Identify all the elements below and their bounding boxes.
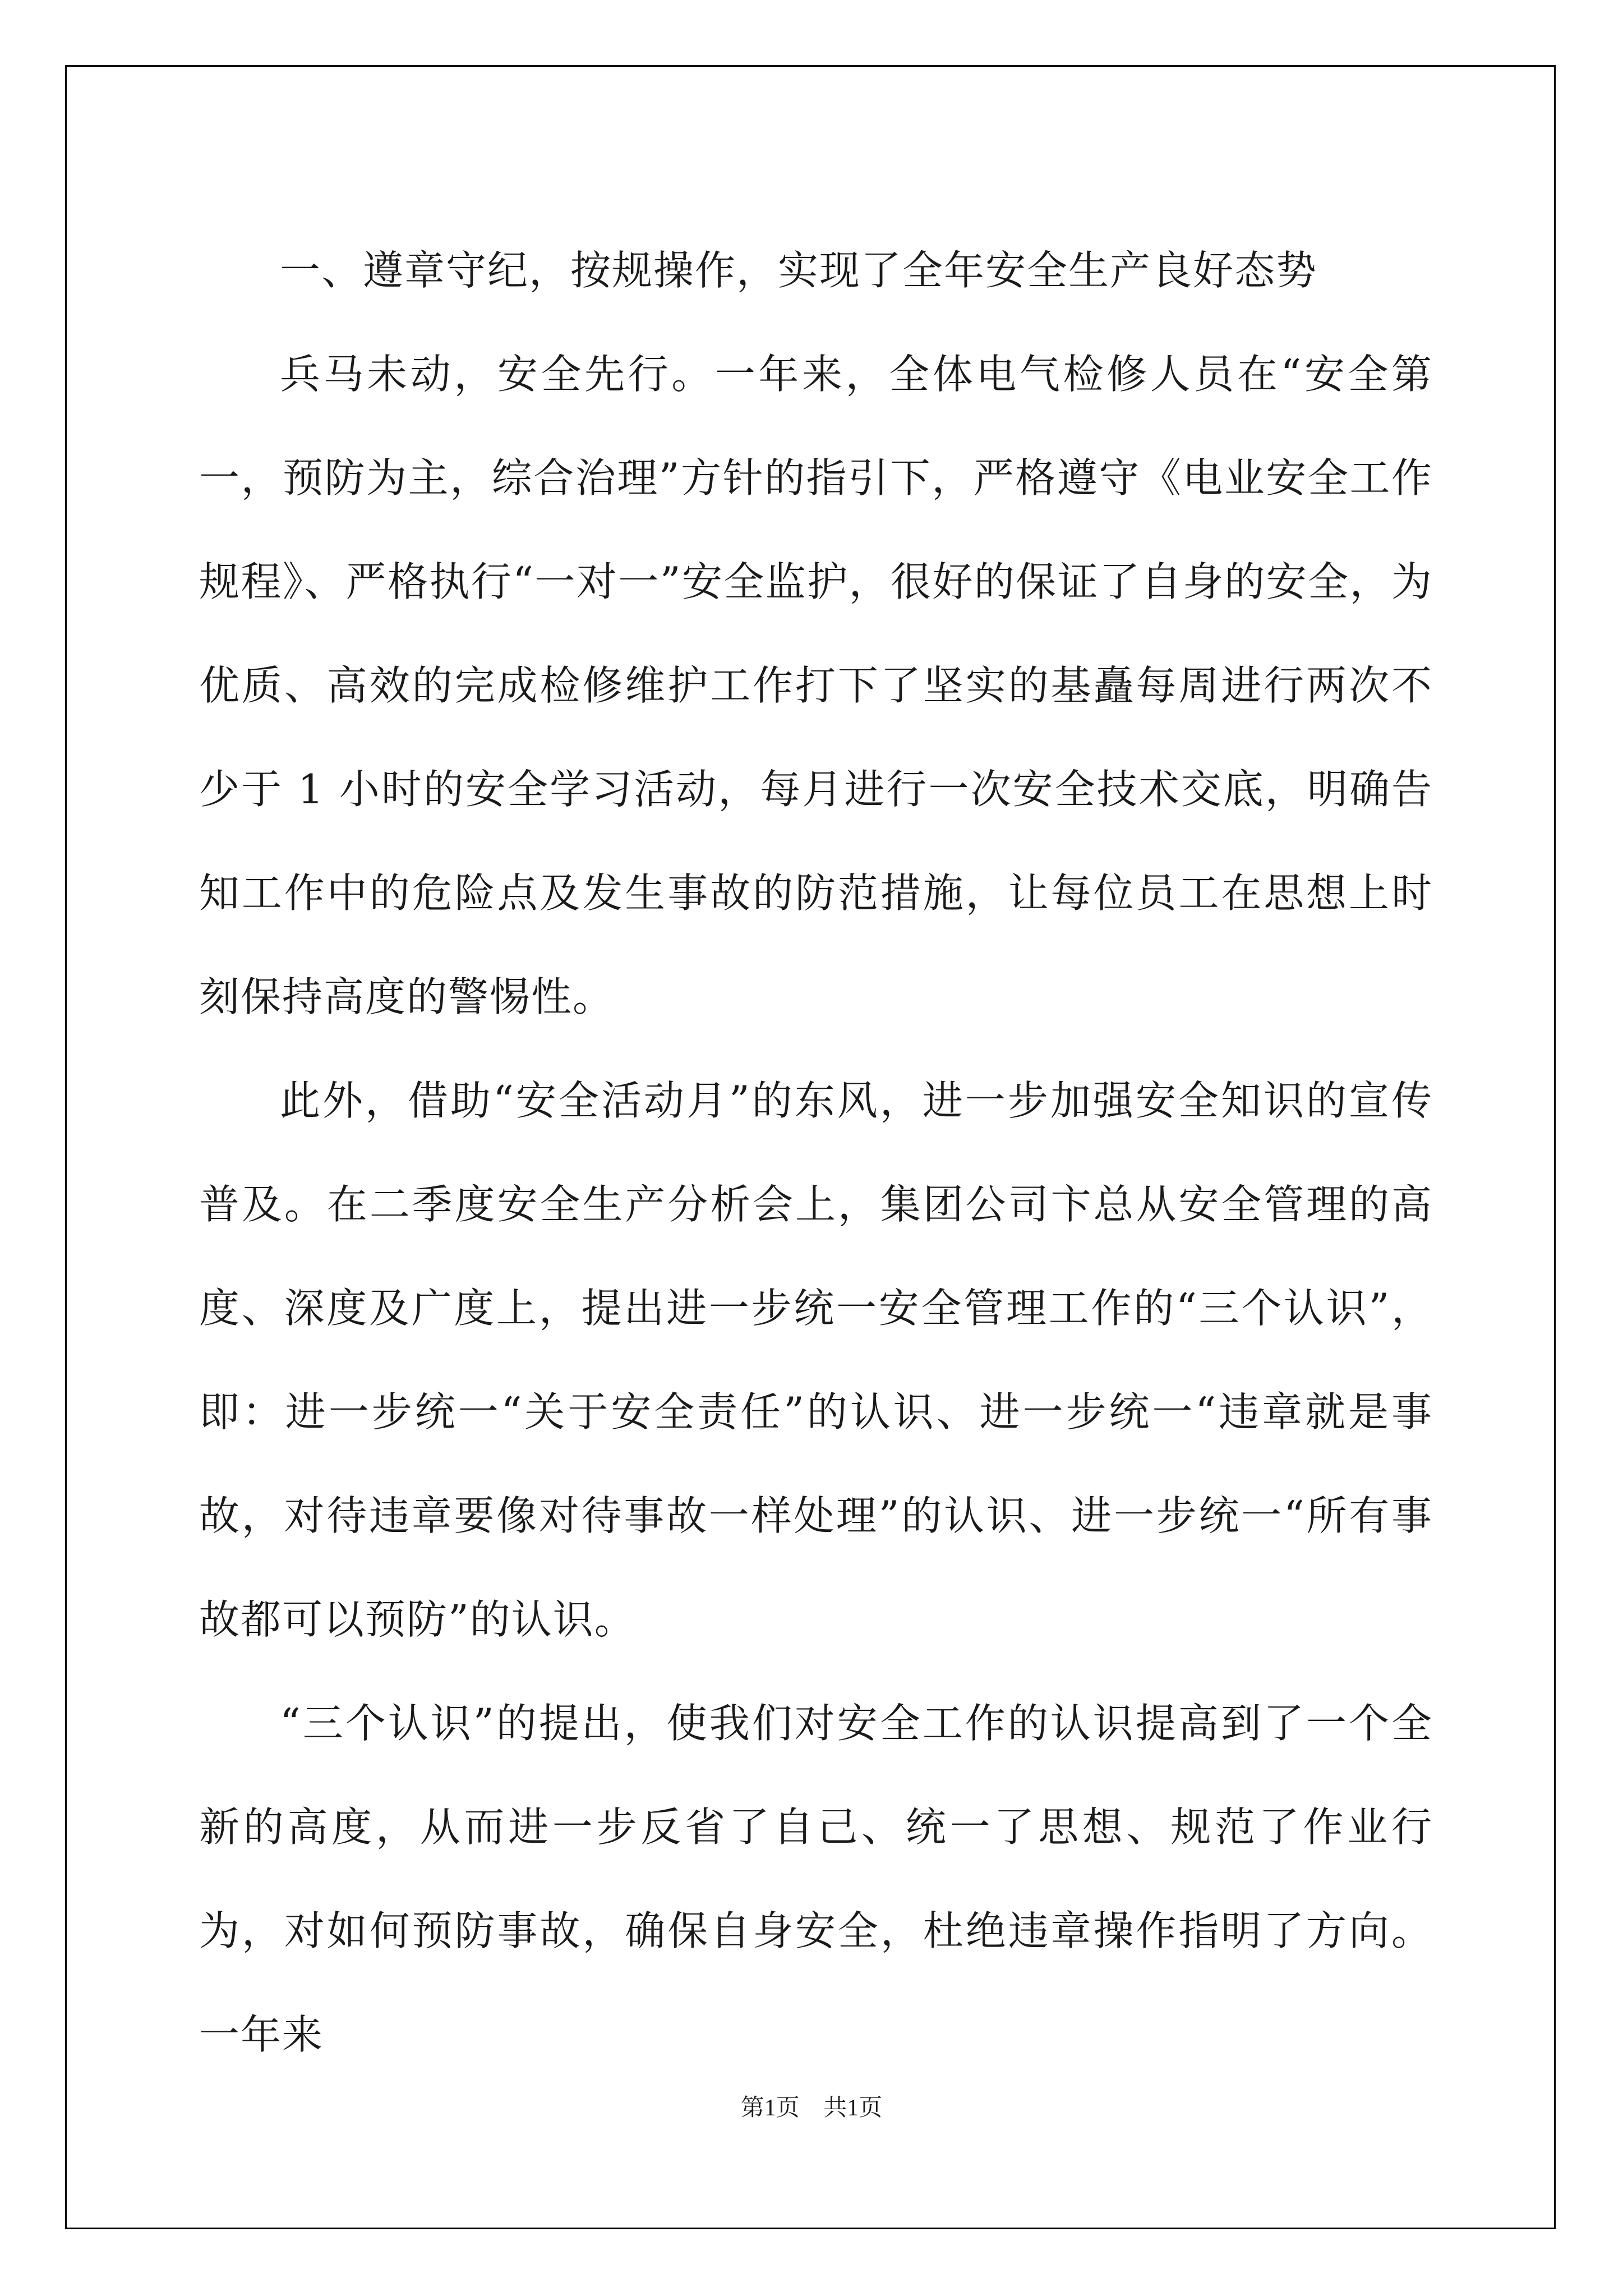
document-body [199, 219, 1433, 2087]
page-number: 第1页 [740, 2095, 800, 2121]
page-footer [0, 2089, 1623, 2123]
paragraph-3: “三个认识”的提出，使我们对安全工作的认识提高到了一个全新的高度，从而进一步反省了自己、统一了思想、规范了作业行为，对如何预防事故，确保自身安全，杜绝违章操作指明了方向。一年来 [199, 1700, 1433, 2058]
paragraph-2: 此外，借助“安全活动月”的东风，进一步加强安全知识的宣传普及。在二季度安全生产分析会上，集团公司卞总从安全管理的高度、深度及广度上，提出进一步统一安全管理工作的“三个认识”，即：进一步统一“关于安全责任”的认识、进一步统一“违章就是事故，对待违章要像对待事故一样处理”的认识、进一步统一“所有事故都可以预防”的认识。 [199, 1077, 1433, 1643]
page-total: 共1页 [823, 2095, 883, 2121]
section-heading: 一、遵章守纪，按规操作，实现了全年安全生产良好态势 [280, 247, 1318, 294]
paragraph-1: 兵马未动，安全先行。一年来，全体电气检修人员在“安全第一，预防为主，综合治理”方针的指引下，严格遵守《电业安全工作规程》、严格执行“一对一”安全监护，很好的保证了自身的安全，为优质、高效的完成检修维护工作打下了坚实的基矗每周进行两次不少于 1 小时的安全学习活动，每月进行一次安全技术交底，明确告知工作中的危险点及发生事故的防范措施，让每位员工在思想上时刻保持高度的警惕性。 [199, 351, 1433, 1020]
